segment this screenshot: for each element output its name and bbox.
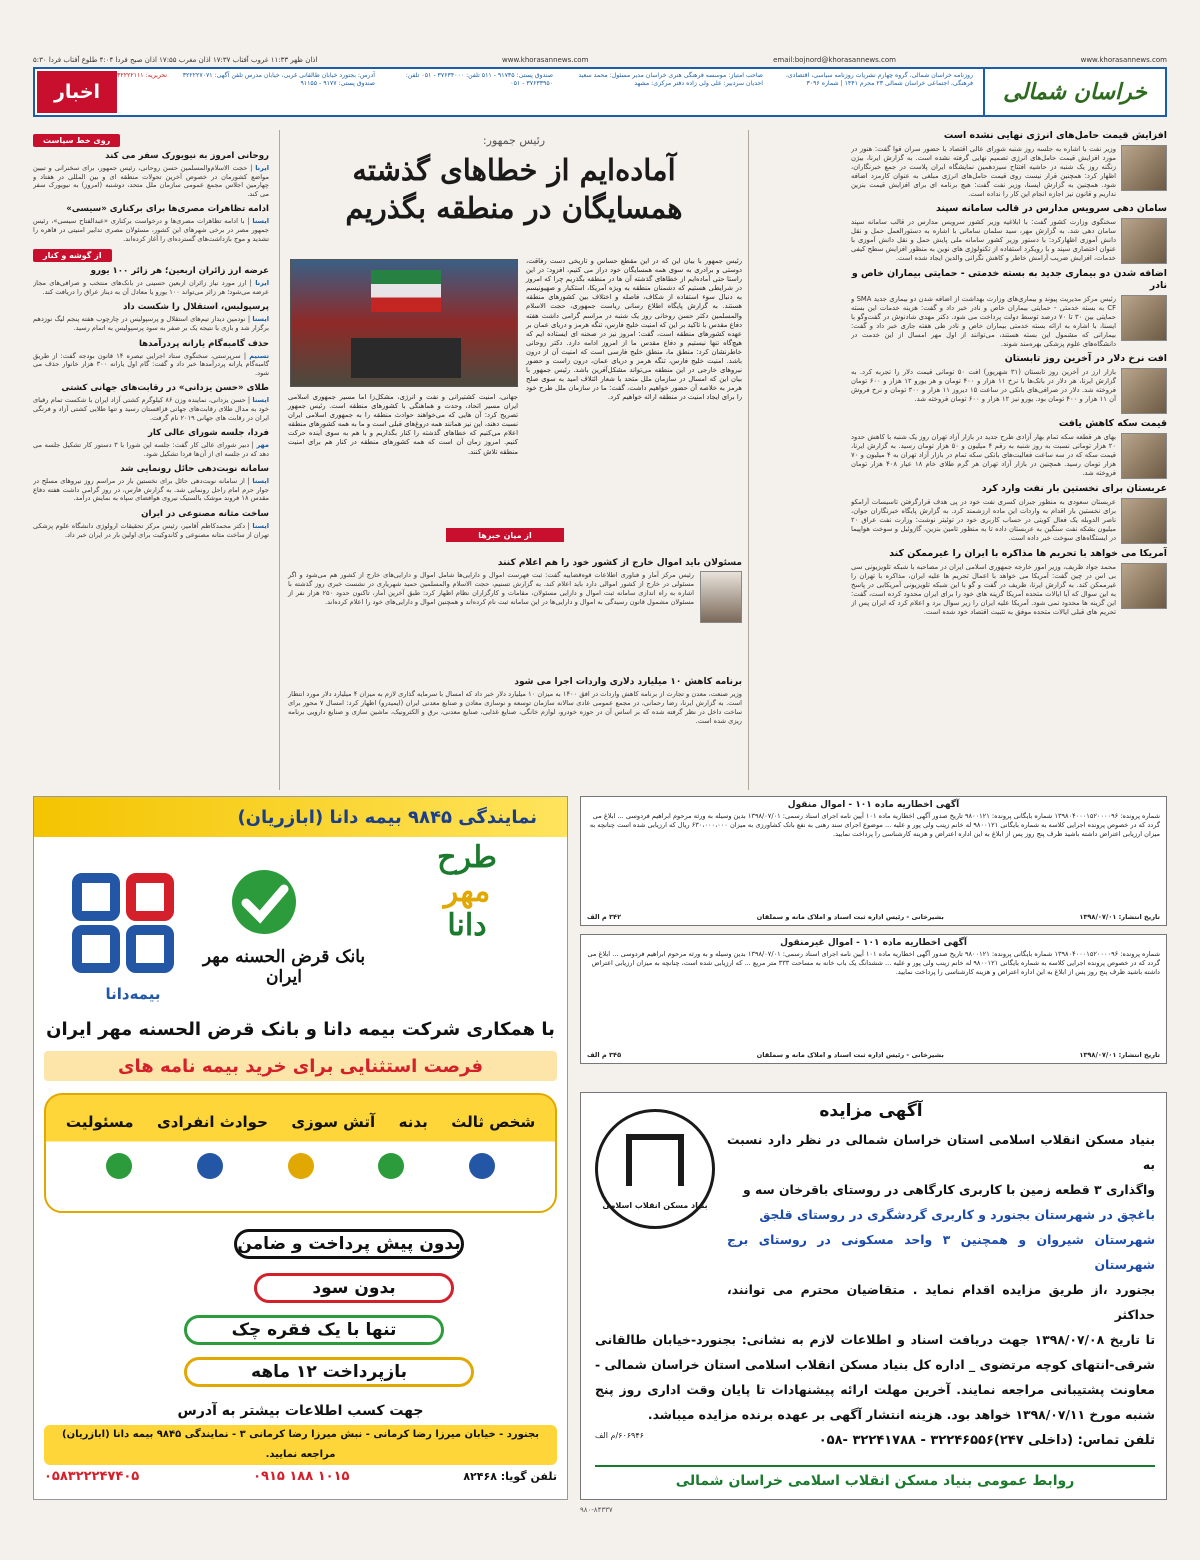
- brief-body: حجت الاسلام‌والمسلمین حسن روحانی، رئیس جمهور، برای سخنرانی و تبیین مواضع کشورمان در خصوص آخرین تحولات منطقه ای و بین المللی در هفتاد و چهارمین اجلاس مجمع عمومی سازمان ملل متحد، دوشنبه (امروز) به نیویورک سفر می کند.: [33, 164, 269, 198]
- masthead: [33, 67, 1167, 117]
- brief-title: طلای «حسن یزدانی» در رقابت‌های جهانی کشتی: [61, 383, 269, 394]
- brief-text: ایسنا | با ادامه تظاهرات مصری‌ها و درخواست برکناری «عبدالفتاح سیسی»، رئیس جمهور مصر در برخی شهرهای این کشور، مسئولان مصری تدابیر امنیتی در قاهره را تشدید و موج بازداشت‌های گسترده‌ای را آغاز کرده‌اند.: [33, 217, 269, 243]
- news-thumbnail: [1121, 498, 1167, 544]
- ad-dana-insurance: [33, 796, 568, 1500]
- notice-title: آگهی اخطاریه ماده ۱۰۱ - اموال غیرمنقول: [780, 938, 967, 948]
- news-thumbnail: [1121, 433, 1167, 479]
- brief-title: سامانه نوبت‌دهی حائل رونمایی شد: [120, 464, 269, 475]
- feature-pill-1: بدون پیش پرداخت و ضامن: [234, 1229, 464, 1259]
- section-tag-label: روی خط سیاست: [33, 134, 120, 147]
- news-thumbnail: [1121, 218, 1167, 264]
- news-body-wrap: [851, 498, 1167, 544]
- auction-line: خواهد بود.: [946, 1407, 1012, 1422]
- feature-pill-2: بدون سود: [254, 1273, 454, 1303]
- right-news-item: [851, 418, 1167, 479]
- auction-line: واگذاری ۳ قطعه زمین با کاربری کارگاهی در روستای باقرخان سه و: [742, 1182, 1155, 1197]
- news-thumbnail: [1121, 563, 1167, 609]
- left-brief-item: [33, 428, 269, 458]
- feature-pill-3: تنها با یک فقره چک: [184, 1315, 444, 1345]
- brief-title: فردا، جلسه شورای عالی کار: [147, 428, 269, 439]
- dana-logo-icon: [72, 873, 192, 983]
- story-title: برنامه کاهش ۱۰ میلیارد دلاری واردات اجرا می شود: [514, 677, 742, 687]
- right-news-column: [851, 130, 1167, 790]
- lead-story: [288, 257, 742, 481]
- brief-text: تسنیم | سرپرستی، سخنگوی ستاد اجرایی تبصره ۱۴ قانون بودجه گفت: از طریق گامبه‌گام یارانه پردرآمدها خبر داد و گفت: گام اول یارانه ۳۰۰ هزار خانوار حذف می شود.: [33, 351, 269, 377]
- lead-photo: [290, 259, 518, 387]
- left-brief-item: [33, 266, 269, 296]
- car-icon: [469, 1153, 495, 1179]
- lead-text-left: جهانی، امنیت کشتیرانی و نفت و انرژی، مشکل‌زا اما مسیر جمهوری اسلامی ایران مسیر اتحاد، وحدت و هماهنگی با کشورهای منطقه است. رئیس جمهور تصریح کرد: آن هایی که می‌خواهند حوادث منطقه را به جمهوری اسلامی ایران نسبت دهند، این نیز همانند همه دروغ‌های قبلی است و ما به همه کشورهای منطقه اعلام می‌کنیم که خطاهای گذشته را کنار بگذاریم و با هم به سوی آینده حرکت کنیم. امروز زمان آن است که همه کشورهای منطقه در کنار هم برای امنیت منطقه تلاش کنند.: [288, 393, 518, 456]
- auction-body: [595, 1127, 1155, 1427]
- masthead-info-5: تحریریه: ۳۲۲۲۲۱۱۱: [117, 72, 167, 79]
- notice-body: شماره پرونده: ۱۳۹۸۰۴۰۰۰۱۵۲۰۰۰۰۹۶ شماره بایگانی پرونده: ۹۸۰۰۱۲۱ تاریخ صدور آگهی اخطاریه ماده ۱۰۱ آیین نامه اجرای اسناد رسمی: ۱۳۹۸/۰۷/۰۱ بدین وسیله به ورثه مرحوم ابراهیم فردوسی ... ابلاغ می گردد که در خصوص پرونده اجرایی کلاسه به شماره بایگانی ۹۸۰۰۱۲۱ له خانم زینب ولی پور و علیه ... موضوع اجرای سند رهنی به نفع بانک کشاورزی به میزان ۶۳۰،۰۰۰،۰۰۰ ریال که ارزیابی شده است چنانچه به میزان ارزیابی اعتراض داشته باشید ظرف پنج روز پس از ابلاغ به این اداره اعتراض و هزینه کارشناسی را پرداخت نمایید.: [589, 812, 1160, 838]
- auction-phone: تلفن تماس: (داخلی ۲۴۷)۳۲۲۴۶۵۵۶ - ۳۲۲۴۱۷۸۸ -۰۵۸: [818, 1433, 1155, 1448]
- news-body-wrap: [851, 218, 1167, 264]
- news-body-wrap: [851, 295, 1167, 349]
- brief-title: عرضه ارز زائران اربعین؛ هر زائر ۱۰۰ یورو: [90, 266, 269, 277]
- brief-source: ایسنا: [252, 315, 269, 324]
- news-title: قیمت سکه کاهش یافت: [1058, 418, 1167, 429]
- news-title: عربستان برای نخستین بار نفت وارد کرد: [981, 483, 1167, 494]
- ad-top-text: نمایندگی ۹۸۴۵ بیمه دانا (ابازریان): [237, 806, 537, 828]
- brief-text: ایسنا | دکتر محمدکاظم آقامیر، رئیس مرکز تحقیقات ارولوژی دانشگاه علوم پزشکی تهران از ساخت مثانه مصنوعی و کاندوکیت برای اولین بار در ایران خبر داد.: [33, 522, 269, 539]
- center-column: [279, 130, 749, 790]
- insurance-type: شخص ثالث: [451, 1113, 536, 1131]
- notice-code: ۳۴۵ م الف: [587, 1051, 622, 1059]
- news-body: عربستان سعودی به منظور جبران کسری نفت خود در پی هدف قرارگرفتن تاسیسات آرامکو برای نخستین بار اقدام به واردات این ماده ارزشمند کرد. به گزارش پایگاه خبرنگاران جوان، ناصر الدوبله یک فعال کویتی در حساب کاربری خود در توئیتر نوشت: وزارت نفت عراق ۲۰ میلیون بشکه نفت سنگین به عربستان داده تا به منظور تامین بنزین، گازوئیل و سوخت هواپیما در ایستگاه‌های سوخت خبر داده است.: [851, 498, 1116, 542]
- auction-line: خراسان شمالی - معاونت پشتیبانی مراجعه نمایند.: [595, 1357, 1155, 1397]
- brief-title: ادامه تظاهرات مصری‌ها برای برکناری «سیسی»: [66, 204, 269, 215]
- person-icon: [106, 1153, 132, 1179]
- notice-body: شماره پرونده: ۱۳۹۸۰۴۰۰۰۱۵۲۰۰۰۰۹۶ شماره بایگانی پرونده: ۹۸۰۰۱۲۱ تاریخ صدور آگهی اخطاریه ماده ۱۰۱ آیین نامه اجرای اسناد رسمی: ۱۳۹۸/۰۷/۰۱ بدین وسیله و به ورثه مرحوم ابراهیم فردوسی ... ابلاغ می گردد که در خصوص پرونده اجرایی کلاسه به شماره بایگانی ۹۸۰۰۱۲۱ له خانم زینب ولی پور و علیه ... ششدانگ یک باب خانه به مساحت ۳۳۳ متر مربع ... که ارزیابی شده است، چنانچه به میزان ارزیابی اعتراض داشته باشید ظرف پنج روز پس از ابلاغ به این اداره اعتراض و هزینه کارشناسی را پرداخت نمایید.: [587, 950, 1160, 976]
- auction-line: آخرین مهلت ارائه پیشنهادات تا پایان وقت اداری روز پنج شنبه مورخ ۱۳۹۸/۰۷/۱۱: [595, 1382, 1155, 1422]
- section-tag: از میان خبرها: [446, 528, 564, 542]
- left-brief-item: [33, 339, 269, 378]
- brief-text: ایرنا | حجت الاسلام‌والمسلمین حسن روحانی، رئیس جمهور، برای سخنرانی و تبیین مواضع کشورمان در خصوص آخرین تحولات منطقه ای و بین المللی در هفتاد و چهارمین اجلاس مجمع عمومی سازمان ملل متحد، دوشنبه (امروز) به نیویورک سفر می کند.: [33, 164, 269, 198]
- accident-icon: [197, 1153, 223, 1179]
- legal-notice-2: [580, 934, 1167, 1064]
- insurance-type: حوادث انفرادی: [157, 1113, 268, 1131]
- news-body-wrap: [851, 563, 1167, 617]
- brief-body: دکتر محمدکاظم آقامیر، رئیس مرکز تحقیقات ارولوژی دانشگاه علوم پزشکی تهران از ساخت مثانه مصنوعی و کاندوکیت برای اولین بار در ایران خبر داد.: [33, 522, 269, 539]
- brief-source: تسنیم: [249, 351, 269, 360]
- notice-footer: [587, 913, 1160, 922]
- brief-title: حذف گامبه‌گام یارانه پردرآمدها: [138, 338, 269, 349]
- legal-notice-1: [580, 796, 1167, 926]
- masthead-info-1: روزنامه خراسان شمالی، گروه چهارم نشریات روزنامه سیاسی، اقتصادی، فرهنگی، اجتماعی خراسان شمالی ۲۳ محرم ۱۴۴۱ | شماره ۳۰۹۶: [785, 72, 973, 87]
- brief-body: از سامانه نوبت‌دهی حائل برای نخستین بار در مراسم روز نیروهای مسلح در جوار حرم امام راحل رونمایی شد. به گزارش فارس، در روز گرامی داشت هفته دفاع مقدس ۱۸ فروند موشک بالستیک نیروی هوافضای سپاه به نمایش درآمد.: [33, 477, 269, 503]
- portrait-photo: [700, 571, 742, 623]
- phone-2: ۰۹۱۵ ۱۸۸ ۱۰۱۵: [253, 1469, 350, 1484]
- news-body: رئیس مرکز مدیریت پیوند و بیماری‌های وزارت بهداشت از اضافه شدن دو بیماری جدید SMA و CF به بسته خدمتی - حمایتی بیماران خاص و نادر خبر داد و گفت: هزینه خدمات این بسته حمایتی بین ۳۰ تا ۷۰ درصد توسط دولت پرداخت می شود. دکتر مهدی شادنوش در گفت‌وگو با ایسنا، با اشاره به ارائه بسته خدمتی بیماران خاص و نادر طی هفته جاری خبر داد و گفت: بیمارانی که مشمول این بسته هستند، می‌توانند از اول مهر امسال از این خدمت در دانشگاه‌های علوم پزشکی بهره‌مند شوند.: [851, 295, 1116, 348]
- brief-body: حسن یزدانی، نماینده وزن ۸۶ کیلوگرم کشتی آزاد ایران با شکست تمام رقبای خود به مدال طلای رقابت‌های جهانی قزاقستان رسید و تنها طلایی کشتی آزاد و فرنگی ایران در رقابت های جهانی ۲۰۱۹ نام گرفت.: [33, 396, 269, 422]
- section-tag-label: از گوشه و کنار: [33, 249, 112, 262]
- left-section-tag: [33, 134, 269, 147]
- auction-line: تا تاریخ ۱۳۹۸/۰۷/۰۸ جهت دریافت اسناد و اطلاعات لازم به نشانی: بجنورد-خیابان: [652, 1332, 1155, 1347]
- car-body-icon: [378, 1153, 404, 1179]
- section-badge-akhbar: اخبار: [37, 71, 117, 113]
- masthead-info-2: صاحب امتیاز: موسسه فرهنگی هنری خراسان مدیر مسئول: محمد سعید احدیان سردبیر: علی ولی زاده دفتر مرکزی: مشهد: [578, 72, 763, 87]
- story-body: وزیر صنعت، معدن و تجارت از برنامه کاهش واردات در افق ۱۴۰۰ به میزان ۱۰ میلیارد دلار خبر داد که امسال با سرمایه گذاری لازم به میزان ۴ میلیارد دلار مورد انتظار است. به گزارش ایرنا، رضا رحمانی، در مجمع عمومی عادی سالانه سازمان توسعه و نوسازی معادن و صنایع معدنی ایران (ایمیدرو) اظهار کرد: امسال ۷ محور برای ساخت داخل در نظر گرفته شده که بر اساس آن در حوزه خودرو، لوازم خانگی، صنایع غذایی، صنایع معدنی، برق و الکترونیک، ماشین سازی و صنایع دارویی برنامه ریزی شده است.: [288, 690, 743, 725]
- brief-source: ایرنا: [255, 164, 269, 172]
- brief-text: ایسنا | نودمین دیدار تیم‌های استقلال و پرسپولیس در چارچوب هفته پنجم لیگ نوزدهم برگزار شد و بازی با نتیجه یک بر صفر به سود پرسپولیس به اتمام رسید.: [33, 315, 269, 332]
- story-title: مسئولان باید اموال خارج از کشور خود را هم اعلام کنند: [497, 558, 742, 568]
- masthead-info-4: آدرس: بجنورد خیابان طالقانی غربی، خیابان مدرس تلفن آگهی: ۳۲۲۲۲۷۰۷۱ صندوق پستی: ۹۱۷۷ - ۹۱۱۵۵: [182, 72, 375, 87]
- news-thumbnail: [1121, 295, 1167, 341]
- masthead-info-3: صندوق پستی: ۹۱۷۳۵ - ۵۱۱ تلفن: ۳۷۶۳۴۰۰۰ - ۰۵۱ تلفن: ۳۷۶۳۳۹۵۰ - ۰۵۱: [405, 72, 553, 87]
- prayer-times: اذان ظهر ۱۱:۳۳ غروب آفتاب ۱۷:۳۷ اذان مغرب ۱۷:۵۵ اذان صبح فردا ۴:۰۴ طلوع آفتاب فردا ۵:۳۰: [33, 56, 318, 64]
- address-text: بجنورد - خیابان میرزا رضا کرمانی - نبش میرزا رضا کرمانی ۳ - نمایندگی ۹۸۴۵ بیمه دانا (ابازریان) مراجعه نمایید.: [44, 1425, 557, 1465]
- feature-pill-4: بازپرداخت ۱۲ ماهه: [184, 1357, 474, 1387]
- auction-line: شهرستان شیروان و همچنین ۳ واحد مسکونی در روستای برج شهرستان: [727, 1232, 1155, 1272]
- auction-line: هزینه انتشار آگهی بر عهده برنده مزایده میباشد.: [647, 1407, 943, 1422]
- brief-body: نودمین دیدار تیم‌های استقلال و پرسپولیس در چارچوب هفته پنجم لیگ نوزدهم برگزار شد و بازی با نتیجه یک بر صفر به سود پرسپولیس به اتمام رسید.: [33, 315, 269, 332]
- left-brief-item: [33, 464, 269, 503]
- brief-source: ایرنا: [255, 279, 269, 288]
- phone-gooya: تلفن گویا: ۸۲۴۶۸: [463, 1470, 557, 1483]
- insurance-types: [54, 1113, 547, 1131]
- news-body: سخنگوی وزارت کشور گفت: با ابلاغیه وزیر کشور سرویس مدارس در قالب سامانه سپند سامان دهی شد. به گزارش مهر، سید سلمان سامانی با اشاره به دستورالعمل حمل و نقل دانش آموزی اظهارکرد: با دستور وزیر کشور سامانه ملی پایش حمل و نقل دانش آموزی با عنوان اختصاری سپند و با رویکرد استفاده از تکنولوژی های نوین به منظور افزایش سطح کیفی خدمات، افزایش ضریب آرامش خاطر و کاهش نگرانی والدین ایجاد شده است.: [851, 218, 1116, 262]
- left-section-tag: [33, 249, 269, 262]
- news-title: افزایش قیمت حامل‌های انرژی نهایی نشده است: [943, 130, 1167, 141]
- insurance-type: آتش سوزی: [291, 1113, 376, 1131]
- brief-text: ایرنا | ارز مورد نیاز زائران اربعین حسینی در بانک‌های منتخب و صرافی‌های مجاز عرضه می‌شود؛ هر زائر می‌تواند ۱۰۰ یورو یا معادل آن به دینار عراق را دریافت کند.: [33, 279, 269, 296]
- flag-image: [371, 270, 441, 312]
- news-title: افت نرخ دلار در آخرین روز تابستان: [1004, 353, 1167, 364]
- news-body: بهای هر قطعه سکه تمام بهار آزادی طرح جدید در بازار آزاد تهران روز یک شنبه با کاهش حدود ۲۰ هزار تومانی نسبت به روز شنبه به رقم ۴ میلیون و ۵۰ هزار تومان رسید. به گزارش ایرنا، قیمت سکه که در سه ساعت فعالیت‌های بانکی سکه تمام در بازار آزاد تهران به ۴ میلیون و ۷۰ هزار تومان رسید. همچنین در بازار آزاد تهران هر گرم طلای خام ۱۸ عیار ۴۰۸ هزار تومان فروخته شد.: [851, 433, 1117, 477]
- bottom-code: ۹۸۰-۸۴۳۳۷: [580, 1506, 613, 1514]
- dana-logo-name: بیمه‌دانا: [105, 985, 161, 1003]
- podium-image: [351, 338, 461, 378]
- auction-line: بجنورد ،از طریق مزایده اقدام نماید . متقاضیان محترم می توانند، حداکثر: [727, 1282, 1155, 1322]
- news-thumbnail: [1121, 368, 1167, 414]
- brief-title: ساخت مثانه مصنوعی در ایران: [141, 509, 269, 520]
- newspaper-logo: [983, 69, 1165, 115]
- checkmark-logo-icon: [224, 867, 304, 937]
- plan-title: [407, 841, 527, 943]
- top-info-line: [33, 54, 1167, 66]
- notice-date: تاریخ انتشار: ۱۳۹۸/۰۷/۰۱: [1079, 1051, 1160, 1059]
- brief-body: دبیر شورای عالی کار گفت: جلسه این شورا با ۳ دستور کار تشکیل جلسه می دهد که در جلسه ای از آن‌ها فردا تشکیل شود.: [33, 441, 269, 458]
- center-story-2: [288, 677, 742, 726]
- website-2: www.khorasannews.com: [1080, 56, 1167, 64]
- news-body: محمد جواد ظریف، وزیر امور خارجه جمهوری اسلامی ایران در مصاحبه با شبکه تلویزیونی سی بی اس در چین گفت: آمریکا می خواهد با اعمال تحریم ها علیه ایران، مذاکره با تهران را غیرممکن کند. به گزارش ایرنا، ظریف در گفت و گو با این شبکه تلویزیونی آمریکایی در پاسخ به این سوال که آیا ایالات متحده آمریکا گزینه های خود را برای ایران محدود کرده است، گفت: این گزینه ها محدود نمی شود. آمریکا علیه ایران را زیر سوال برد و اعلام کرد که ایران پس از تحریم های قبلی ایالات متحده موفق به تثبیت اقتصاد خود شده است.: [851, 563, 1116, 616]
- news-body-wrap: [851, 433, 1167, 479]
- lead-text-right: رئیس جمهور با بیان این که در این مقطع حساس و تاریخی دست رفاقت، دوستی و برادری به سوی همه همسایگان خود دراز می کنیم، افزود: در این راستا حتی آماده‌ایم از خطاهای گذشته آن ها در منطقه بگذریم چرا که امروز در شرایطی هستیم که دشمنان منطقه به ویژه آمریکا، استکبار و صهیونیسم به دنبال سوء استفاده از شکاف، فاصله و اختلاف بین کشورهای منطقه هستند. به گزارش پایگاه اطلاع رسانی ریاست جمهوری، حجت الاسلام والمسلمین دکتر حسن روحانی روز یک شنبه در مراسم گرامی داشت هفته دفاع مقدس با تاکید بر این که امنیت خلیج فارس، تنگه هرمز و دریای عمان بر عهده کشورهای منطقه است، گفت: امروز نیز در صحنه ای ایستاده ایم که هیچ‌گاه تنها نیستیم و دفاع مقدس ما از امروز ادامه دارد. دکتر روحانی خاطرنشان کرد: منطق ما، منطق خلیج فارسی است که امنیت آن از درون باشد. امنیت خلیج فارس، تنگه هرمز و دریای عمان، درون زاست و حضور نیروهای خارجی در این منطقه می‌تواند مشکل‌آفرین باشد. رئیس جمهور با بیان این که امسال در سازمان ملل متحد با شعار ائتلاف امید به سوی صلح هرمز به خلاصه آن حضور خواهیم داشت، گفت: ما در سازمان ملل طرح خود را برای ایجاد امنیت در منطقه ارائه خواهیم کرد.: [526, 257, 742, 402]
- brief-title: روحانی امروز به نیویورک سفر می کند: [105, 151, 269, 161]
- brief-text: مهر | دبیر شورای عالی کار گفت: جلسه این شورا با ۳ دستور کار تشکیل جلسه می دهد که در جلسه ای از آن‌ها فردا تشکیل شود.: [33, 441, 269, 458]
- phone-numbers: [44, 1469, 557, 1484]
- news-body: وزیر نفت با اشاره به جلسه روز شنبه شورای عالی اقتصاد با حضور سران قوا گفت: هنوز در مورد افزایش قیمت حامل‌های انرژی تصمیم نهایی گرفته نشده است. به گزارش ایرنا، بیژن زنگنه روز یک شنبه در حاشیه افتتاح سیزدهمین نمایشگاه ایران پلاست در جمع خبرنگاران، اظهار کرد: همچنین قرار نیست روی قیمت حامل‌های انرژی مبلغی به عنوان کارمزد اضافه شود. همچنین به گزارش ایسنا، وزیر نفت گفت: هیچ برنامه ای برای افزایش قیمت بنزین نداریم و قانون نیز اجازه انجام این کار را نداده است.: [851, 145, 1116, 198]
- news-title: سامان دهی سرویس مدارس در قالب سامانه سپند: [936, 203, 1167, 214]
- insurance-type: بدنه: [398, 1113, 428, 1131]
- left-brief-item: [33, 383, 269, 422]
- brief-body: با ادامه تظاهرات مصری‌ها و درخواست برکناری «عبدالفتاح سیسی»، رئیس جمهور مصر در برخی شهرهای این کشور، مسئولان مصری تدابیر امنیتی در قاهره را تشدید و موج بازداشت‌های گسترده‌ای را آغاز کرده‌اند.: [33, 217, 269, 243]
- auction-line: طالقانی شرقی-انتهای کوچه مرتضوی _ اداره کل بنیاد مسکن انقلاب اسلامی استان: [595, 1332, 1155, 1372]
- right-news-item: [851, 353, 1167, 414]
- auction-title: آگهی مزایده: [819, 1101, 923, 1121]
- notice-date: تاریخ انتشار: ۱۳۹۸/۰۷/۰۱: [1079, 913, 1160, 921]
- maskan-logo-label: بنیاد مسکن انقلاب اسلامی: [602, 1201, 708, 1210]
- insurance-type: مسئولیت: [65, 1113, 134, 1131]
- news-title: اضافه شدن دو بیماری جدید به بسته خدمتی - حمایتی بیماران خاص و نادر: [851, 268, 1167, 291]
- brief-source: ایسنا: [252, 522, 269, 531]
- auction-footer: روابط عمومی بنیاد مسکن انقلاب اسلامی خراسان شمالی: [595, 1465, 1155, 1493]
- notice-footer: [587, 1051, 1160, 1060]
- notice-code: ۳۴۲ م الف: [587, 913, 622, 921]
- fire-icon: [288, 1153, 314, 1179]
- insurance-icons: [74, 1153, 527, 1179]
- headline-line-2: همسایگان در منطقه بگذریم: [345, 191, 683, 225]
- address-heading: جهت کسب اطلاعات بیشتر به آدرس: [177, 1403, 424, 1419]
- ad-line-1: با همکاری شرکت بیمه دانا و بانک قرض الحسنه مهر ایران: [46, 1019, 555, 1040]
- brief-title: پرسپولیس، استقلال را شکست داد: [122, 302, 269, 313]
- right-news-item: [851, 548, 1167, 617]
- headline-line-1: آماده‌ایم از خطاهای گذشته: [352, 153, 676, 187]
- news-body: بازار ارز در آخرین روز تابستان (۳۱ شهریور) افت ۵۰ تومانی قیمت دلار را تجربه کرد. به گزارش ایرنا، هر دلار در بانک‌ها با نرخ ۱۱ هزار و ۴۰۰ تومان و هر یورو ۱۲ هزار و ۶۰۰ تومان فروخته شد. دلار در صرافی‌های بانکی در ساعت ۱۵ دیروز ۱۱ هزار و ۳۰۰ تومان و نرخ فروش آن ۱۱ هزار و ۴۰۰ تومان بود. یورو نیز ۱۲ هزار و ۶۰۰ تومان فروخته شد.: [851, 368, 1116, 403]
- ad-top-banner: [34, 797, 567, 837]
- auction-line: بنیاد مسکن انقلاب اسلامی استان خراسان شمالی در نظر دارد نسبت به: [727, 1132, 1155, 1172]
- headline-kicker: رئیس جمهور:: [482, 134, 546, 147]
- right-news-item: [851, 130, 1167, 199]
- story-body: رئیس مرکز آمار و فناوری اطلاعات قوه‌قضاییه گفت: ثبت فهرست اموال و دارایی‌ها شامل اموال و دارایی‌های خارج از کشور هم می‌شود و اگر مسئولی در خارج از کشور اموالی دارد باید اعلام کند. به گزارش تسنیم، حجت الاسلام والمسلمین حمید شهریاری در نشست خبری روز گذشته با اشاره به راه اندازی سامانه ثبت اموال و دارایی مسئولان، مقامات و کارگزاران نظام اظهار کرد: طبق آخرین آمار، تاکنون حدود ۲۵۰ هزار نفر از مسئولان مشمول قانون رسیدگی به اموال و دارایی‌ها در این سامانه ثبت نام کرده‌اند و همچنین اموال و دارایی‌های خود را اعلام کرده‌اند.: [288, 571, 694, 606]
- ad-maskan-auction: [580, 1092, 1167, 1500]
- ad-line-2: فرصت استثنایی برای خرید بیمه نامه های: [44, 1051, 557, 1081]
- plan-word-2: مهر: [443, 874, 491, 909]
- brief-body: سرپرستی، سخنگوی ستاد اجرایی تبصره ۱۴ قانون بودجه گفت: از طریق گامبه‌گام یارانه پردرآمدها خبر داد و گفت: گام اول یارانه ۳۰۰ هزار خانوار حذف می شود.: [33, 351, 269, 377]
- website: www.khorasannews.com: [502, 56, 589, 64]
- notice-title: آگهی اخطاریه ماده ۱۰۱ - اموال منقول: [787, 800, 960, 810]
- news-thumbnail: [1121, 145, 1167, 191]
- right-news-item: [851, 483, 1167, 544]
- plan-word-1: طرح: [437, 840, 497, 875]
- news-body-wrap: [851, 368, 1167, 414]
- mehr-bank-name: بانک قرض الحسنه مهر ایران: [202, 947, 366, 987]
- left-brief-item: [33, 204, 269, 243]
- brief-source: ایسنا: [252, 396, 269, 405]
- plan-word-3: دانا: [447, 908, 487, 943]
- left-brief-item: [33, 151, 269, 198]
- brief-source: ایسنا: [252, 477, 269, 486]
- center-story-1: [288, 558, 742, 623]
- left-brief-column: [33, 130, 269, 790]
- brief-source: مهر: [256, 441, 269, 450]
- left-brief-item: [33, 509, 269, 539]
- brief-text: ایسنا | از سامانه نوبت‌دهی حائل برای نخستین بار در مراسم روز نیروهای مسلح در جوار حرم امام راحل رونمایی شد. به گزارش فارس، در روز گرامی داشت هفته دفاع مقدس ۱۸ فروند موشک بالستیک نیروی هوافضای سپاه به نمایش درآمد.: [33, 477, 269, 503]
- brief-source: ایسنا: [252, 217, 269, 226]
- right-news-item: [851, 203, 1167, 264]
- brief-body: ارز مورد نیاز زائران اربعین حسینی در بانک‌های منتخب و صرافی‌های مجاز عرضه می‌شود؛ هر زائر می‌تواند ۱۰۰ یورو یا معادل آن به دینار عراق را دریافت کند.: [33, 279, 269, 296]
- news-body-wrap: [851, 145, 1167, 199]
- notice-sign: بشیرخانی - رئیس اداره ثبت اسناد و املاک مانه و سملقان: [756, 1051, 944, 1059]
- logo-text: خراسان شمالی: [1003, 79, 1147, 105]
- email: email:bojnord@khorasannews.com: [773, 56, 896, 64]
- auction-code: ۶۰۶۹۴۶/م الف: [595, 1431, 644, 1440]
- phone-1: ۰۵۸۳۲۲۲۴۷۴۰۵: [44, 1469, 140, 1484]
- right-news-item: [851, 268, 1167, 349]
- main-headline: [280, 151, 748, 227]
- notice-sign: بشیرخانی - رئیس اداره ثبت اسناد و املاک مانه و سملقان: [756, 913, 944, 921]
- brief-text: ایسنا | حسن یزدانی، نماینده وزن ۸۶ کیلوگرم کشتی آزاد ایران با شکست تمام رقبای خود به مدال طلای رقابت‌های جهانی قزاقستان رسید و تنها طلایی کشتی آزاد و فرنگی ایران در رقابت های جهانی ۲۰۱۹ نام گرفت.: [33, 396, 269, 422]
- left-brief-item: [33, 302, 269, 332]
- auction-line: باغچق در شهرستان بجنورد و کاربری گردشگری در روستای قلجق: [759, 1207, 1155, 1222]
- news-title: آمریکا می خواهد با تحریم ها مذاکره با ایران را غیرممکن کند: [889, 548, 1167, 559]
